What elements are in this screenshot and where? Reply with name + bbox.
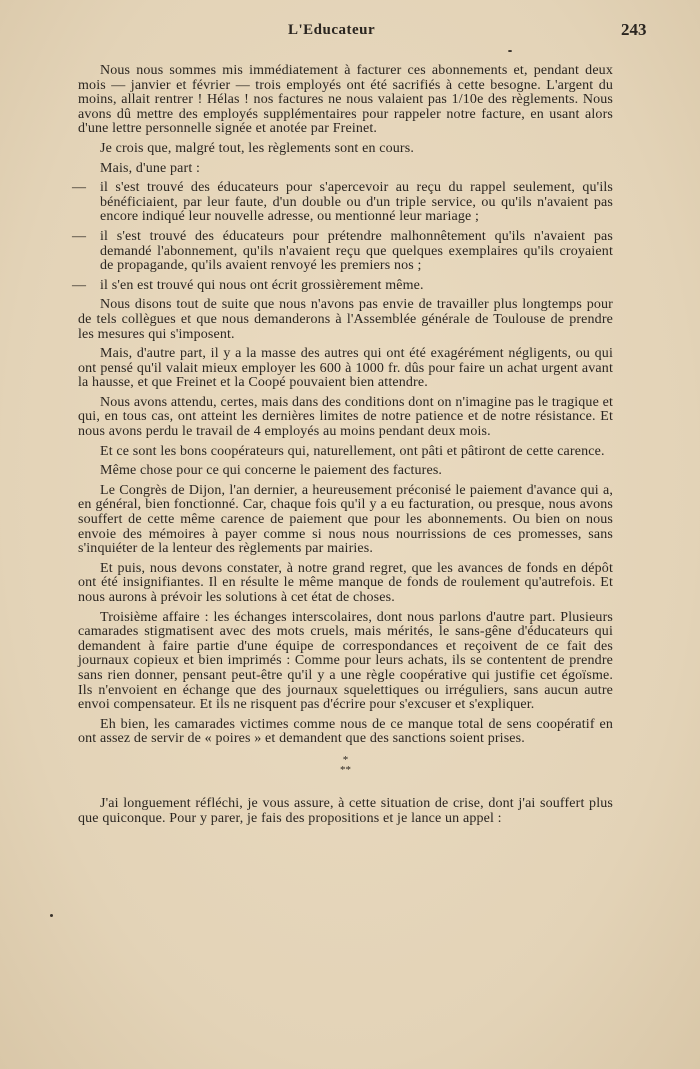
paragraph — [78, 162, 613, 177]
list-dash: — — [72, 180, 87, 196]
list-dash: — — [72, 228, 87, 244]
paragraph-text: Le Congrès de Dijon, l'an dernier, a heureusement préconisé le paiement d'avance qui a, en général, bien fonctionné. Car, chaque fois qu'il y a eu facturation, ou presque, nous avons souffert de cette même carence de paiement que pour les abonnements. Ou bien on nous envoie des mémoires à payer comme si nous nous nourrissions de ces promesses, sans s'inquiéter de la lenteur des règlements par mairies. — [78, 482, 613, 557]
paragraph-text: il s'en est trouvé qui nous ont écrit grossièrement même. — [100, 277, 424, 293]
page-number: 243 — [621, 20, 647, 39]
paragraph — [78, 718, 613, 747]
paragraph — [78, 298, 613, 342]
paper-speck — [50, 914, 53, 917]
paragraph — [78, 445, 613, 460]
list-item — [72, 228, 613, 274]
paragraph — [78, 611, 613, 713]
paragraph-text: Même chose pour ce qui concerne le paiement des factures. — [100, 463, 443, 479]
article-body — [72, 63, 613, 831]
paragraph — [78, 347, 613, 391]
paragraph — [78, 464, 613, 479]
section-separator — [78, 755, 613, 775]
running-header — [0, 20, 700, 46]
paragraph-text: Je crois que, malgré tout, les règlements sont en cours. — [100, 140, 414, 156]
paragraph-text: Nous nous sommes mis immédiatement à facturer ces abonnements et, pendant deux mois — janvier et février — trois employés ont été sacrifiés à cette besogne. L'argent du moins, allait rentrer ! Hélas ! nos factures ne nous valaient pas 1/10e des règlements. Nous avons dû mettre des employés supplémentaires pour rappeler notre facture, en usant alors d'une lettre personnelle signée et anotée par Freinet. — [78, 63, 613, 137]
paragraph — [78, 797, 613, 826]
journal-title: L'Educateur — [288, 22, 376, 38]
paragraph — [78, 396, 613, 440]
paragraph-text: Mais, d'une part : — [100, 160, 201, 176]
asterism-bottom: ** — [340, 763, 351, 776]
list-item — [72, 277, 613, 294]
paragraph-text: Troisième affaire : les échanges interscolaires, dont nous parlons d'autre part. Plusieurs camarades stigmatisent avec des mots cruels, mais mérités, le sans-gêne d'éducateurs qui demandent à faire partie d'une équipe de correspondances et reçoivent de ce fait des journaux copieux et bien imprimés : Comme pour leurs achats, ils se contentent de prendre sans rien donner, pensant peut-être qu'il y a une règle coopérative qui justifie cet égoïsme. Ils n'envoient en échange que des journaux squelettiques ou irréguliers, sans aucun autre envoi compensateur. Et ils ne risquent pas d'écrire pour s'excuser et s'expliquer. — [78, 609, 613, 713]
paragraph-text: Et ce sont les bons coopérateurs qui, naturellement, ont pâti et pâtiront de cette carence. — [100, 443, 605, 459]
list-item — [72, 180, 613, 225]
paragraph-text: Nous disons tout de suite que nous n'avons pas envie de travailler plus longtemps pour de tels collègues et que nous demanderons à l'Assemblée générale de Toulouse de prendre les mesures qui s'imposent. — [78, 297, 613, 342]
paragraph-text: Mais, d'autre part, il y a la masse des autres qui ont été exagérément négligents, ou qui ont pensé qu'il valait mieux employer les 600 à 1000 fr. dûs pour faire un achat urgent avant la hausse, et que Freinet et la Coopé pouvaient bien attendre. — [78, 346, 613, 391]
paragraph-text: Nous avons attendu, certes, mais dans des conditions dont on n'imagine pas le tragique et qui, en tous cas, ont atteint les dernières limites de notre patience et de notre résistance. Et nous avons perdu le travail de 4 employés au moins pendant deux mois. — [78, 394, 613, 440]
paragraph — [78, 142, 613, 157]
paragraph-text: il s'est trouvé des éducateurs pour s'apercevoir au reçu du rappel seulement, qu'ils bénéficiaient, par leur faute, d'un double ou d'un triple service, ou qu'ils n'avaient pas encore indiqué leur nouvelle adresse, ou mentionné leur mariage ; — [100, 180, 613, 225]
paragraph-text: Eh bien, les camarades victimes comme nous de ce manque total de sens coopératif en ont assez de servir de « poires » et demandent que des sanctions soient prises. — [78, 716, 613, 747]
list-dash: — — [72, 277, 87, 293]
paragraph-text: il s'est trouvé des éducateurs pour prétendre malhonnêtement qu'ils n'avaient pas demandé l'abonnement, qu'ils n'avaient reçu que quelques exemplaires qu'ils croyaient de propagande, qu'ils avaient renvoyé les premiers nos ; — [100, 228, 613, 274]
paragraph — [78, 484, 613, 557]
paragraph — [78, 64, 613, 137]
paragraph-text: Et puis, nous devons constater, à notre grand regret, que les avances de fonds en dépôt ont été insignifiantes. Il en résulte le même manque de fonds de roulement qu'autrefois. Et nous aurons à prévoir les solutions à cet état de choses. — [78, 560, 613, 605]
paragraph-text: J'ai longuement réfléchi, je vous assure, à cette situation de crise, dont j'ai souffert plus que quiconque. Pour y parer, je fais des propositions et je lance un appel : — [78, 795, 613, 826]
asterism-top: * — [342, 753, 349, 766]
paper-speck — [508, 50, 512, 52]
paragraph — [78, 562, 613, 606]
